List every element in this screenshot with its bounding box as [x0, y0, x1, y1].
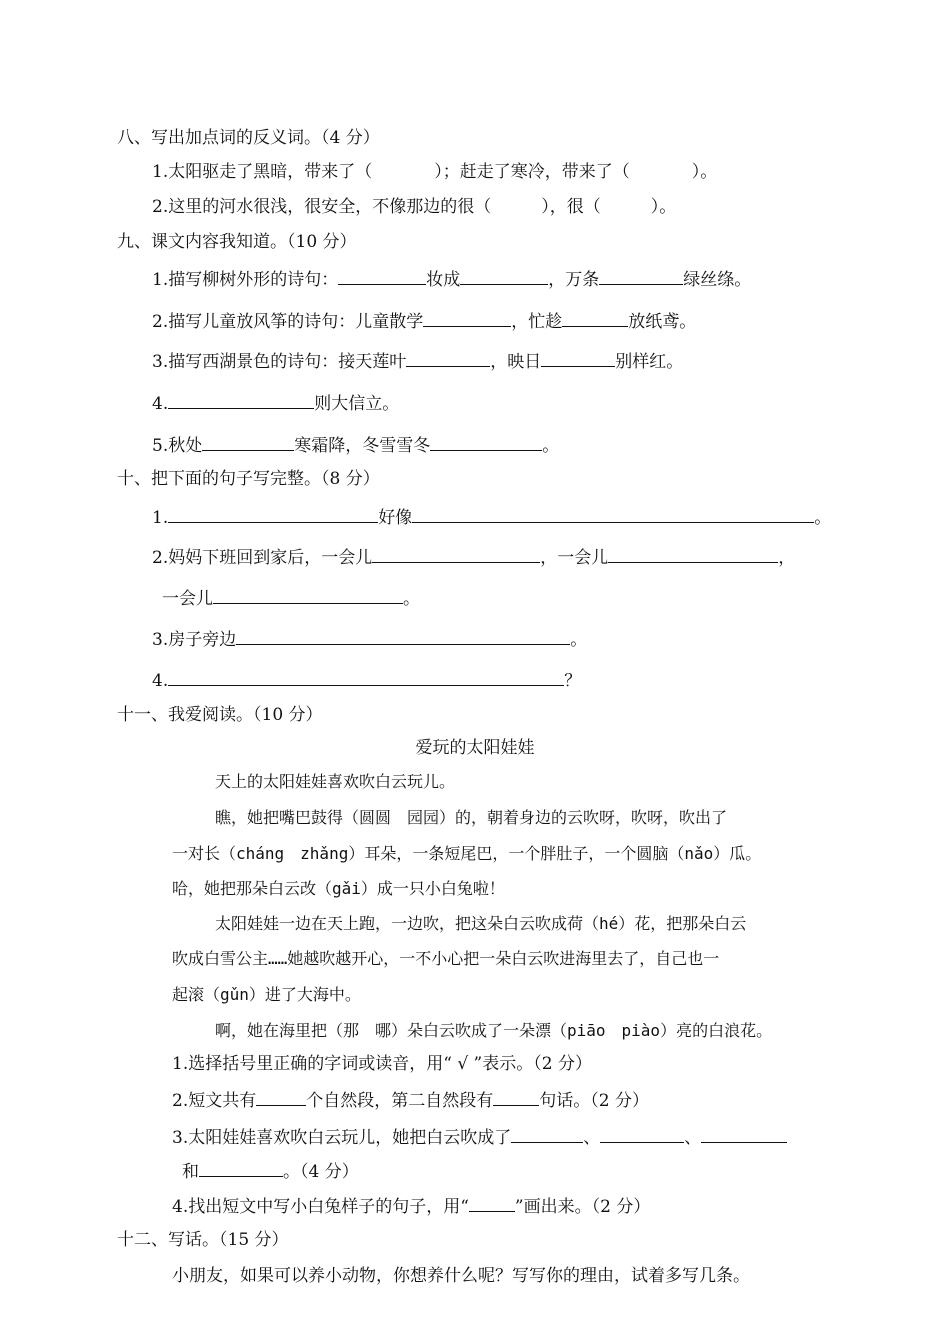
- answer-blank[interactable]: [608, 544, 778, 563]
- story-paragraph-2-line-2: 一对长（cháng zhǎng）耳朵，一条短尾巴，一个胖肚子，一个圆脑（nǎo）瓜。: [172, 844, 762, 863]
- answer-blank[interactable]: [372, 544, 540, 563]
- answer-blank[interactable]: [406, 348, 490, 367]
- answer-blank[interactable]: [493, 1087, 539, 1106]
- section-9-title: 九、课文内容我知道。（10 分）: [117, 232, 357, 252]
- answer-blank[interactable]: [256, 1087, 306, 1106]
- answer-blank[interactable]: [599, 266, 683, 285]
- s9-question-1: 1.描写柳树外形的诗句： 妆成 ，万条 绿丝绦。: [152, 266, 751, 292]
- s10-question-2-cont: 一会儿 。: [162, 585, 420, 611]
- story-paragraph-3-line-1: 太阳娃娃一边在天上跑，一边吹，把这朵白云吹成荷（hé）花，把那朵白云: [215, 914, 747, 933]
- section-10-title: 十、把下面的句子写完整。（8 分）: [117, 469, 380, 489]
- s11-question-3-cont: 和 。（4 分）: [182, 1158, 359, 1184]
- answer-blank[interactable]: [168, 504, 378, 523]
- s11-question-4: 4.找出短文中写小白兔样子的句子，用“ ”画出来。（2 分）: [172, 1193, 650, 1219]
- answer-blank[interactable]: [213, 585, 403, 604]
- answer-blank[interactable]: [511, 1124, 583, 1143]
- s9-question-3: 3.描写西湖景色的诗句：接天莲叶 ，映日 别样红。: [152, 348, 683, 374]
- answer-blank[interactable]: [562, 308, 628, 327]
- answer-blank[interactable]: [412, 504, 814, 523]
- answer-blank[interactable]: [168, 390, 314, 409]
- answer-blank[interactable]: [701, 1124, 787, 1143]
- answer-blank[interactable]: [460, 266, 548, 285]
- section-12-title: 十二、写话。（15 分）: [117, 1230, 289, 1250]
- answer-blank[interactable]: [600, 1124, 684, 1143]
- s10-question-4: 4. ？: [152, 667, 581, 693]
- story-paragraph-3-line-3: 起滚（gǔn）进了大海中。: [172, 985, 361, 1004]
- s10-question-3: 3.房子旁边 。: [152, 626, 587, 652]
- s11-question-1: 1.选择括号里正确的字词或读音，用“ √ ”表示。（2 分）: [172, 1054, 592, 1074]
- answer-blank[interactable]: [199, 1158, 283, 1177]
- answer-blank[interactable]: [168, 667, 564, 686]
- s8-question-2: 2.这里的河水很浅，很安全，不像那边的很（ ），很（ ）。: [152, 197, 677, 217]
- story-title: 爱玩的太阳娃娃: [415, 738, 535, 758]
- answer-blank[interactable]: [202, 432, 294, 451]
- s10-question-1: 1. 好像 。: [152, 504, 831, 530]
- writing-prompt: 小朋友，如果可以养小动物，你想养什么呢？写写你的理由，试着多写几条。: [172, 1266, 750, 1286]
- s10-question-2: 2.妈妈下班回到家后，一会儿 ，一会儿 ，: [152, 544, 795, 570]
- answer-blank[interactable]: [338, 266, 426, 285]
- s9-question-5: 5.秋处 寒霜降，冬雪雪冬 。: [152, 432, 559, 458]
- s8-question-1: 1.太阳驱走了黑暗，带来了（ ）；赶走了寒冷，带来了（ ）。: [152, 162, 718, 182]
- answer-blank[interactable]: [236, 626, 570, 645]
- story-paragraph-4: 啊，她在海里把（那 哪）朵白云吹成了一朵漂（piāo piào）亮的白浪花。: [215, 1021, 773, 1040]
- section-8-title: 八、写出加点词的反义词。（4 分）: [117, 128, 380, 148]
- s11-question-3: 3.太阳娃娃喜欢吹白云玩儿，她把白云吹成了 、 、: [172, 1124, 787, 1150]
- answer-blank[interactable]: [423, 308, 511, 327]
- section-11-title: 十一、我爱阅读。（10 分）: [117, 705, 323, 725]
- story-paragraph-2-line-1: 瞧，她把嘴巴鼓得（圆圆 园园）的，朝着身边的云吹呀，吹呀，吹出了: [215, 808, 728, 827]
- answer-blank[interactable]: [541, 348, 615, 367]
- story-paragraph-1: 天上的太阳娃娃喜欢吹白云玩儿。: [215, 772, 456, 791]
- s11-question-2: 2.短文共有 个自然段，第二自然段有 句话。（2 分）: [172, 1087, 649, 1113]
- story-paragraph-3-line-2: 吹成白雪公主……她越吹越开心，一不小心把一朵白云吹进海里去了，自己也一: [172, 949, 720, 968]
- story-paragraph-2-line-3: 哈，她把那朵白云改（gǎi）成一只小白兔啦！: [172, 879, 505, 898]
- s9-question-4: 4. 则大信立。: [152, 390, 399, 416]
- s9-question-2: 2.描写儿童放风筝的诗句：儿童散学 ，忙趁 放纸鸢。: [152, 308, 696, 334]
- answer-blank[interactable]: [469, 1193, 515, 1212]
- answer-blank[interactable]: [430, 432, 542, 451]
